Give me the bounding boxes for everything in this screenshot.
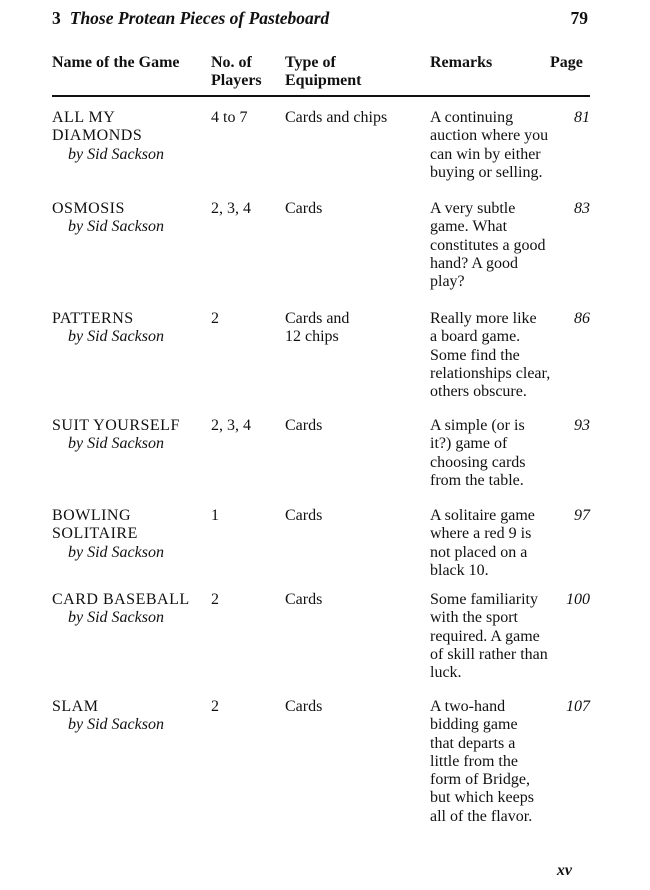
folio: xv — [556, 862, 572, 879]
remarks-cell: Some familiarity with the sport required. A game of skill rather than luck. — [430, 591, 548, 682]
game-name: CARD BASEBALL — [52, 591, 190, 608]
game-name: ALL MY DIAMONDS — [52, 109, 143, 145]
players-cell: 2 — [211, 310, 219, 327]
players-cell: 2, 3, 4 — [211, 200, 251, 217]
players-cell: 1 — [211, 507, 219, 524]
running-header — [52, 8, 588, 32]
game-name: SUIT YOURSELF — [52, 417, 180, 434]
remarks-cell: A solitaire game where a red 9 is not placed on a black 10. — [430, 507, 535, 579]
game-name-cell — [52, 200, 207, 237]
equipment-cell: Cards — [285, 200, 323, 217]
equipment-cell: Cards and 12 chips — [285, 310, 350, 346]
game-name-cell — [52, 591, 207, 628]
page-cell: 83 — [574, 200, 590, 217]
remarks-cell: A very subtle game. What constitutes a good hand? A good play? — [430, 200, 546, 291]
equipment-cell: Cards — [285, 417, 323, 434]
remarks-cell: A continuing auction where you can win by either buying or selling. — [430, 109, 549, 181]
game-name-cell — [52, 310, 207, 347]
remarks-cell: A two-hand bidding game that departs a little from the form of Bridge, but which keeps all of the flavor. — [430, 698, 534, 825]
game-author: by Sid Sackson — [68, 218, 164, 236]
game-name-cell — [52, 507, 207, 562]
page-cell: 81 — [574, 109, 590, 126]
players-cell: 2, 3, 4 — [211, 417, 251, 434]
game-author: by Sid Sackson — [68, 543, 164, 561]
game-name-cell — [52, 109, 207, 164]
equipment-cell: Cards — [285, 591, 323, 608]
game-author: by Sid Sackson — [68, 145, 164, 163]
players-cell: 2 — [211, 698, 219, 715]
game-name-cell — [52, 698, 207, 735]
game-author: by Sid Sackson — [68, 328, 164, 346]
players-cell: 4 to 7 — [211, 109, 248, 126]
page-cell: 93 — [574, 417, 590, 434]
chapter-title: Those Protean Pieces of Pasteboard — [69, 8, 330, 28]
remarks-cell: Really more like a board game. Some find the relationships clear, others obscure. — [430, 310, 551, 401]
column-header-players: No. of Players — [211, 54, 262, 89]
remarks-cell: A simple (or is it?) game of choosing cards from the table. — [430, 417, 526, 489]
column-header-remarks: Remarks — [430, 54, 493, 71]
game-author: by Sid Sackson — [68, 716, 164, 734]
chapter-heading — [52, 8, 329, 29]
game-author: by Sid Sackson — [68, 435, 164, 453]
game-name-cell — [52, 417, 207, 454]
page-cell: 100 — [566, 591, 590, 608]
column-header-name: Name of the Game — [52, 54, 180, 71]
game-name: SLAM — [52, 698, 99, 715]
game-author: by Sid Sackson — [68, 609, 164, 627]
game-name: PATTERNS — [52, 310, 134, 327]
page-cell: 86 — [574, 310, 590, 327]
equipment-cell: Cards — [285, 507, 323, 524]
page-number: 79 — [570, 8, 588, 28]
game-name: BOWLING SOLITAIRE — [52, 507, 138, 543]
game-name: OSMOSIS — [52, 200, 125, 217]
equipment-cell: Cards — [285, 698, 323, 715]
equipment-cell: Cards and chips — [285, 109, 388, 126]
header-rule — [52, 95, 590, 97]
chapter-number: 3 — [52, 8, 61, 28]
players-cell: 2 — [211, 591, 219, 608]
page-cell: 97 — [574, 507, 590, 524]
column-header-page: Page — [550, 54, 583, 71]
column-header-equipment: Type of Equipment — [285, 54, 362, 89]
page-cell: 107 — [566, 698, 590, 715]
